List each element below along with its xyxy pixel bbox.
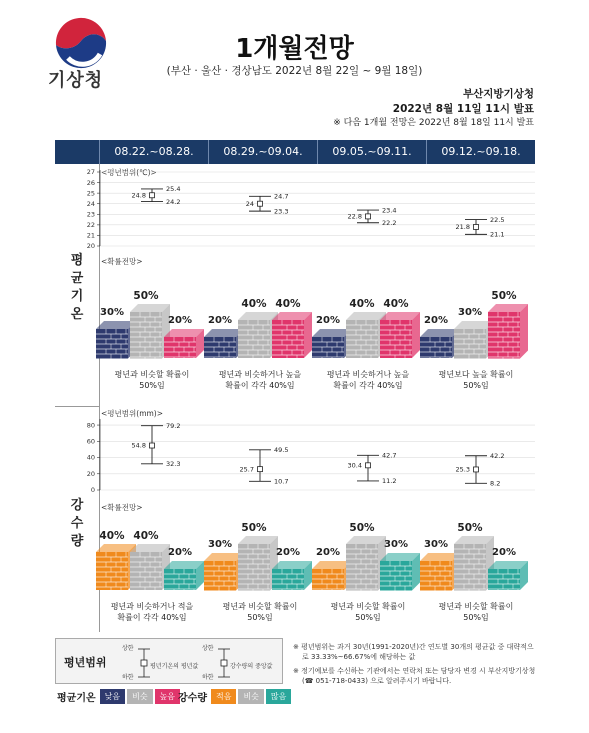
prob-description-line: 평년과 비슷할 확률이	[330, 602, 406, 611]
stack-front-face	[488, 569, 520, 590]
week-4: 09.12.~09.18.	[426, 140, 535, 164]
range-low-label: 32.3	[166, 459, 181, 468]
prob-description-line: 평년과 비슷할 확률이	[222, 602, 298, 611]
prob-description	[416, 369, 536, 391]
prob-description-line: 평년과 비슷하거나 적을	[110, 602, 194, 611]
legend-precip-categories	[178, 688, 293, 704]
issue-date: 2022년 8월 11일 11시 발표	[392, 103, 534, 115]
range-low-label: 24.2	[166, 197, 181, 206]
prob-pct-above: 40%	[383, 298, 409, 310]
prob-column	[92, 258, 212, 408]
stack-front-face	[96, 552, 128, 590]
chip-temp-normal: 비슷	[127, 689, 152, 704]
temp-label-char: 평	[70, 253, 84, 268]
range-low-label: 22.2	[382, 218, 397, 227]
stack-front-face	[164, 569, 196, 590]
issuer: 부산지방기상청	[462, 88, 534, 100]
week-3: 09.05.~09.11.	[317, 140, 426, 164]
stack-front-face	[312, 569, 344, 590]
y-tick-label: 60	[86, 437, 95, 446]
legend-box	[55, 638, 283, 684]
chip-precip-normal: 비슷	[238, 689, 263, 704]
chip-temp-high: 높음	[155, 689, 180, 704]
y-tick-label: 20	[86, 242, 95, 251]
prob-column	[308, 258, 428, 408]
range-mid-label: 24	[245, 199, 254, 208]
prob-column	[416, 490, 536, 640]
prob-stack-above	[488, 304, 530, 361]
prob-pct-below: 30%	[424, 538, 448, 550]
range-mid-marker	[258, 467, 263, 472]
prob-pct-below: 20%	[424, 315, 448, 326]
range-low-label: 23.3	[274, 207, 289, 216]
prob-description-line: 50%임	[355, 613, 381, 622]
legend-range-title: 평년범위	[64, 656, 107, 669]
range-mid-marker	[258, 201, 263, 206]
week-1: 08.22.~08.28.	[99, 140, 208, 164]
precip-label-char: 수	[70, 516, 84, 531]
prob-pct-below: 30%	[208, 538, 232, 550]
range-mid-marker	[366, 214, 371, 219]
stack-front-face	[130, 552, 162, 590]
prob-description	[200, 601, 320, 623]
y-tick-label: 22	[86, 221, 95, 230]
prob-description	[308, 601, 428, 623]
range-low-label: 10.7	[274, 477, 289, 486]
prob-pct-below: 20%	[316, 547, 340, 558]
stack-front-face	[238, 320, 270, 358]
y-tick-label: 25	[86, 189, 95, 198]
temp-range-title: <평년범위(℃)>	[101, 168, 157, 177]
prob-pct-above: 20%	[168, 547, 192, 558]
stack-side-face	[520, 304, 528, 359]
week-2: 08.29.~09.04.	[208, 140, 317, 164]
stack-front-face	[420, 337, 452, 358]
prob-description-line: 50%임	[247, 613, 273, 622]
range-high-label: 23.4	[382, 206, 397, 215]
prob-pct-normal: 50%	[241, 521, 267, 534]
prob-description-line: 평년과 비슷하거나 높을	[218, 370, 302, 379]
chip-precip-low: 적음	[211, 689, 236, 704]
footnotes	[293, 642, 539, 690]
prob-description	[308, 369, 428, 391]
temp-label-char: 균	[70, 271, 84, 286]
prob-pct-above: 20%	[168, 315, 192, 326]
temp-label-char: 기	[70, 289, 84, 304]
stack-front-face	[238, 544, 270, 591]
prob-pct-above: 40%	[275, 298, 301, 310]
legend-lower: 하한	[202, 674, 214, 681]
range-high-label: 79.2	[166, 421, 181, 430]
precip-label-char: 량	[70, 534, 84, 549]
footnote-range: ※ 평년범위는 과거 30년(1991-2020년)간 연도별 30개의 평균값 중 대략적으로 33.33%~66.67%에 해당하는 값	[293, 643, 534, 661]
prob-column	[416, 258, 536, 408]
y-tick-label: 23	[86, 210, 95, 219]
legend-temp-mid: 평년기온의 평년값	[150, 663, 199, 670]
y-tick-label: 0	[90, 486, 95, 495]
prob-pct-below: 20%	[316, 315, 340, 326]
precip-range-title: <평년범위(mm)>	[101, 409, 164, 418]
precip-range-chart	[80, 406, 535, 496]
legend-lower: 하한	[122, 674, 134, 681]
stack-front-face	[380, 320, 412, 358]
prob-description-line: 확률이 각각 40%임	[333, 381, 403, 390]
y-tick-label: 27	[86, 168, 95, 177]
y-tick-label: 26	[86, 178, 95, 187]
prob-stack-above	[488, 561, 530, 592]
prob-pct-normal: 40%	[241, 298, 267, 310]
range-high-label: 42.2	[490, 451, 505, 460]
range-mid-marker	[474, 467, 479, 472]
stack-front-face	[346, 320, 378, 358]
prob-pct-below: 30%	[100, 306, 124, 318]
prob-column	[200, 258, 320, 408]
stack-front-face	[272, 320, 304, 358]
prob-pct-normal: 40%	[133, 530, 159, 542]
range-high-label: 42.7	[382, 451, 397, 460]
prob-description-line: 50%임	[463, 613, 489, 622]
stack-front-face	[130, 312, 162, 359]
prob-pct-normal: 50%	[349, 521, 375, 534]
range-low-label: 11.2	[382, 477, 397, 486]
prob-pct-normal: 50%	[457, 521, 483, 534]
prob-column	[92, 490, 212, 640]
prob-description-line: 50%임	[139, 381, 165, 390]
y-tick-label: 40	[86, 453, 95, 462]
prob-column	[308, 490, 428, 640]
prob-pct-above: 20%	[276, 547, 300, 558]
prob-description-line: 확률이 각각 40%임	[117, 613, 187, 622]
stack-front-face	[454, 544, 486, 591]
prob-pct-normal: 50%	[133, 289, 159, 302]
legend-precip-mid: 강수량의 중앙값	[230, 663, 273, 670]
prob-description-line: 확률이 각각 40%임	[225, 381, 295, 390]
legend-precip-title: 강수량	[178, 692, 207, 704]
prob-description-line: 평년과 비슷할 확률이	[438, 602, 514, 611]
range-mid-label: 30.4	[347, 461, 362, 470]
legend-upper: 상한	[202, 645, 214, 652]
range-mid-label: 22.8	[347, 212, 362, 221]
range-high-label: 25.4	[166, 185, 181, 194]
chip-precip-high: 많음	[266, 689, 291, 704]
range-mid-label: 25.7	[239, 465, 254, 474]
prob-column	[200, 490, 320, 640]
range-mid-label: 25.3	[455, 465, 470, 474]
page-subtitle: (부산 · 울산 · 경상남도 2022년 8월 22일 ~ 9월 18일)	[166, 65, 423, 77]
logo-text: 기상청	[48, 70, 104, 91]
stack-front-face	[164, 337, 196, 358]
prob-pct-below: 40%	[99, 530, 125, 542]
page-title: 1개월전망	[235, 34, 354, 64]
prob-description	[416, 601, 536, 623]
temp-range-chart	[80, 164, 535, 254]
prob-pct-below: 20%	[208, 315, 232, 326]
next-forecast-note: ※ 다음 1개월 전망은 2022년 8월 18일 11시 발표	[333, 118, 534, 128]
range-low-label: 8.2	[490, 479, 501, 488]
prob-description-line: 50%임	[463, 381, 489, 390]
week-header-spacer	[55, 140, 99, 164]
prob-description-line: 평년과 비슷할 확률이	[114, 370, 190, 379]
y-tick-label: 24	[86, 199, 95, 208]
temp-prob-title: <확률전망>	[101, 257, 143, 266]
legend-upper: 상한	[122, 645, 134, 652]
legend-temp-categories	[57, 688, 182, 704]
range-mid-marker	[366, 463, 371, 468]
prob-pct-above: 30%	[384, 538, 408, 550]
range-high-label: 22.5	[490, 215, 505, 224]
prob-description-line: 평년보다 높을 확률이	[438, 370, 514, 379]
prob-description-line: 평년과 비슷하거나 높을	[326, 370, 410, 379]
legend-temp-title: 평균기온	[57, 692, 96, 704]
prob-description	[200, 369, 320, 391]
prob-description	[92, 601, 212, 623]
prob-pct-normal: 30%	[458, 306, 482, 318]
range-mid-label: 24.8	[131, 191, 146, 200]
y-tick-label: 20	[86, 469, 95, 478]
y-tick-label: 21	[86, 231, 95, 240]
stack-front-face	[272, 569, 304, 590]
prob-description	[92, 369, 212, 391]
precip-label-char: 강	[70, 498, 84, 513]
stack-front-face	[204, 337, 236, 358]
week-header	[55, 140, 535, 164]
prob-pct-above: 50%	[491, 289, 517, 302]
range-high-label: 24.7	[274, 192, 289, 201]
precip-prob-title: <확률전망>	[101, 503, 143, 512]
stack-front-face	[312, 337, 344, 358]
range-mid-marker	[474, 224, 479, 229]
footnote-contact: ※ 정기예보를 수신하는 기관에서는 연락처 또는 담당자 변경 시 부산지방기상청(☎ 051-718-0433) 으로 알려주시기 바랍니다.	[293, 667, 536, 685]
range-mid-marker	[150, 443, 155, 448]
prob-pct-normal: 40%	[349, 298, 375, 310]
range-low-label: 21.1	[490, 230, 505, 239]
prob-pct-above: 20%	[492, 547, 516, 558]
range-high-label: 49.5	[274, 446, 289, 455]
range-mid-label: 54.8	[131, 441, 146, 450]
temp-label-char: 온	[70, 307, 84, 322]
chip-temp-low: 낮음	[100, 689, 125, 704]
y-tick-label: 80	[86, 421, 95, 430]
range-mid-label: 21.8	[455, 223, 470, 232]
range-mid-marker	[150, 193, 155, 198]
stack-front-face	[346, 544, 378, 591]
stack-front-face	[488, 312, 520, 359]
